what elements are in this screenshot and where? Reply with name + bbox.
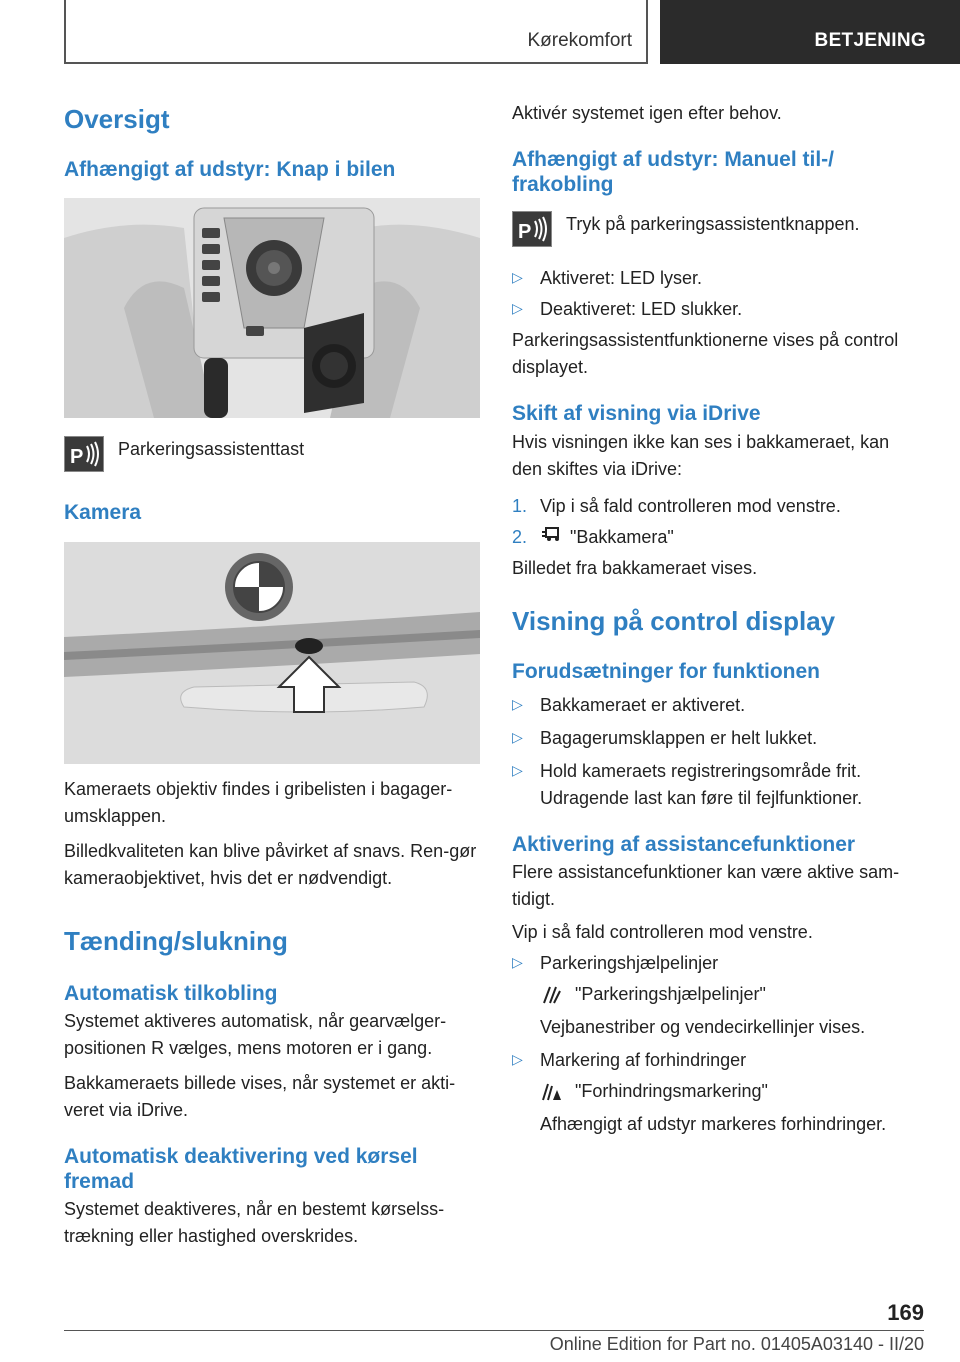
- assist-item-2-detail: "Forhindringsmarkering" Afhængigt af udstyr markeres forhindringer.: [540, 1081, 887, 1135]
- reverse-camera-icon: [540, 524, 562, 544]
- assist-text-2: Vip i så fald controlleren mod venstre.: [512, 922, 813, 943]
- obstacle-marking-icon: [540, 1082, 562, 1102]
- switch-steps: [512, 493, 922, 551]
- switch-result-text: Billedet fra bakkameraet vises.: [512, 557, 758, 578]
- auto-on-text-1: Systemet aktiveres automatisk, når gearvælger-positionen R vælges, mens motoren er i gang.: [64, 1010, 447, 1058]
- assist-text-1: Flere assistancefunktioner kan være aktive sam-tidigt.: [512, 862, 900, 910]
- heading-camera: Kamera: [64, 501, 142, 525]
- list-item: ▷ Hold kameraets registreringsområde frit. Udragende last kan føre til fejlfunktioner.: [512, 760, 863, 808]
- manual-press-text: Tryk på parkeringsassistentknappen.: [566, 214, 860, 235]
- park-assist-button-icon: [64, 436, 104, 472]
- auto-on-text-2: Bakkameraets billede vises, når systemet er akti-veret via iDrive.: [64, 1072, 456, 1120]
- page-number: 169: [887, 1300, 924, 1325]
- manual-display-text: Parkeringsassistentfunktionerne vises på control displayet.: [512, 330, 899, 378]
- footer-edition: Online Edition for Part no. 01405A03140 - II/20: [549, 1334, 924, 1354]
- heading-auto-on: Automatisk tilkobling: [64, 981, 278, 1005]
- heading-on-off: Tænding/slukning: [64, 925, 288, 956]
- header-section-tab: [64, 0, 648, 64]
- heading-auto-off: Automatisk deaktivering ved kørsel fremad: [64, 1144, 418, 1194]
- heading-manual-on-off: Afhængigt af udstyr: Manuel til-/ frakobling: [512, 148, 834, 197]
- header-chapter-tab: [660, 0, 960, 64]
- list-item: ▷ Markering af forhindringer: [512, 1050, 747, 1071]
- assist-item-1-detail: "Parkeringshjælpelinjer" Vejbanestriber og vendecirkellinjer vises.: [540, 984, 866, 1038]
- switch-view-text: Hvis visningen ikke kan ses i bakkameraet, kan den skiftes via iDrive:: [512, 431, 890, 479]
- heading-overview: Oversigt: [64, 104, 170, 134]
- right-column: [512, 100, 922, 1138]
- trunk-camera-illustration: [64, 542, 480, 764]
- footer-divider: [64, 1330, 924, 1331]
- park-assist-button-icon-2: [512, 211, 552, 247]
- header-section-title: Kørekomfort: [527, 30, 632, 51]
- manual-led-list: [512, 265, 922, 323]
- trunk-camera-image: [64, 542, 480, 764]
- assist-functions-list: [512, 950, 922, 1138]
- list-item: ▷ Deaktiveret: LED slukker.: [512, 299, 743, 320]
- header-chapter-title: BETJENING: [814, 30, 926, 51]
- parking-lines-icon: [540, 985, 562, 1005]
- list-item: ▷ Bakkameraet er aktiveret.: [512, 694, 746, 715]
- step-item: 1. Vip i så fald controlleren mod venstre.: [512, 495, 841, 516]
- manual-press-instruction: [512, 211, 922, 247]
- park-assist-button-caption: [64, 436, 480, 472]
- camera-quality-text: Billedkvaliteten kan blive påvirket af snavs. Ren-gør kameraobjektivet, hvis det er nødvendigt.: [64, 840, 477, 888]
- step-item: 2. "Bakkamera": [512, 524, 922, 551]
- prerequisites-list: [512, 692, 922, 812]
- heading-display: Visning på control display: [512, 605, 836, 636]
- center-console-illustration: [64, 198, 480, 418]
- svg-text:P: P: [70, 446, 84, 469]
- list-item: ▷ Bagagerumsklappen er helt lukket.: [512, 727, 818, 748]
- list-item: ▷ Parkeringshjælpelinjer: [512, 953, 719, 974]
- park-assist-caption: Parkeringsassistenttast: [118, 439, 305, 460]
- camera-location-text: Kameraets objektiv findes i gribelisten i bagager-umsklappen.: [64, 778, 453, 826]
- heading-button-in-car: Afhængigt af udstyr: Knap i bilen: [64, 158, 396, 182]
- auto-off-text: Systemet deaktiveres, når en bestemt kørselss-trækning eller hastighed overskrides.: [64, 1199, 445, 1247]
- svg-text:P: P: [518, 221, 532, 244]
- list-item: ▷ Aktiveret: LED lyser.: [512, 268, 703, 289]
- heading-assist-activation: Aktivering af assistancefunktioner: [512, 832, 856, 856]
- center-console-image: [64, 198, 480, 418]
- reactivate-text: Aktivér systemet igen efter behov.: [512, 103, 782, 123]
- heading-switch-view: Skift af visning via iDrive: [512, 402, 761, 426]
- heading-prerequisites: Forudsætninger for funktionen: [512, 659, 820, 683]
- left-column: [64, 100, 480, 1250]
